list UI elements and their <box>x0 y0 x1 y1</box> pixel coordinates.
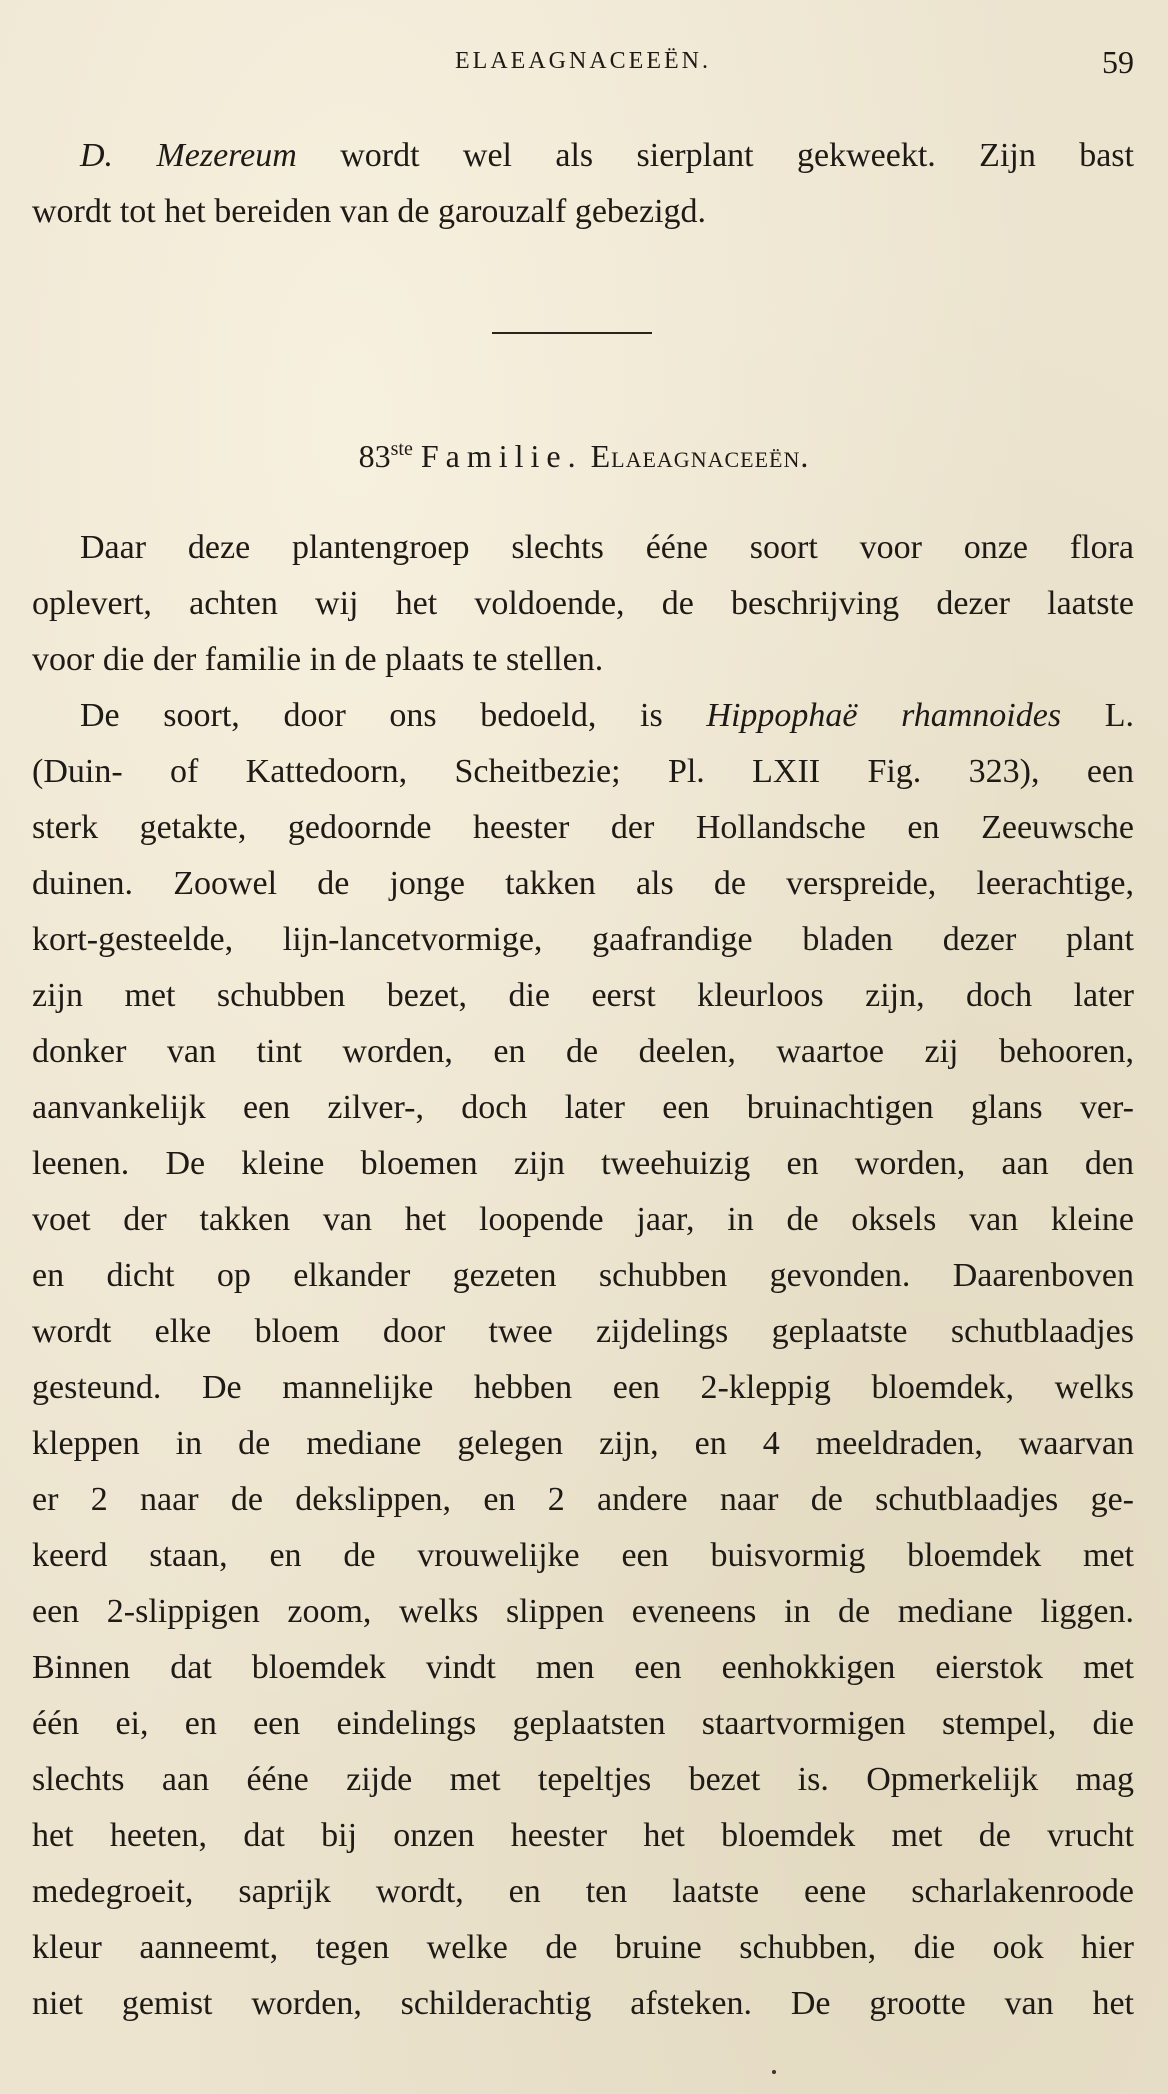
text-run: één ei, en een eindelings geplaatsten staartvormigen stempel, die <box>32 1705 1134 1742</box>
text-line <box>32 856 1134 912</box>
text-line <box>32 128 1134 184</box>
text-run: L. <box>1061 697 1134 734</box>
text-run: (Duin- of Kattedoorn, Scheitbezie; Pl. LXII Fig. 323), een <box>32 753 1134 790</box>
species-name: Hippophaë rhamnoides <box>706 697 1062 734</box>
text-line <box>32 1472 1134 1528</box>
family-heading <box>0 438 1168 475</box>
text-line <box>32 1248 1134 1304</box>
text-run: voet der takken van het loopende jaar, in de oksels van kleine <box>32 1201 1134 1238</box>
running-head <box>32 44 1134 84</box>
species-name: D. Mezereum <box>80 137 297 174</box>
paragraph-daphne-mezereum <box>32 128 1134 240</box>
family-ordinal-suffix: ste <box>390 438 413 460</box>
text-line <box>32 1304 1134 1360</box>
text-line <box>32 1584 1134 1640</box>
text-run: kleppen in de mediane gelegen zijn, en 4 meeldraden, waarvan <box>32 1425 1134 1462</box>
family-description <box>32 520 1134 2032</box>
text-run: medegroeit, saprijk wordt, en ten laatste eene scharlakenroode <box>32 1873 1134 1910</box>
text-run: duinen. Zoowel de jonge takken als de verspreide, leerachtige, <box>32 865 1134 902</box>
text-line <box>32 1976 1134 2032</box>
text-run: zijn met schubben bezet, die eerst kleurloos zijn, doch later <box>32 977 1134 1014</box>
text-line <box>32 800 1134 856</box>
text-line <box>32 1080 1134 1136</box>
print-speck <box>772 2070 776 2074</box>
text-run: donker van tint worden, en de deelen, waartoe zij behooren, <box>32 1033 1134 1070</box>
text-run: keerd staan, en de vrouwelijke een buisvormig bloemdek met <box>32 1537 1134 1574</box>
text-line <box>32 576 1134 632</box>
text-run: De soort, door ons bedoeld, is <box>80 697 707 734</box>
text-run: sterk getakte, gedoornde heester der Hollandsche en Zeeuwsche <box>32 809 1134 846</box>
text-line <box>32 520 1134 576</box>
text-run: niet gemist worden, schilderachtig afsteken. De grootte van het <box>32 1985 1134 2022</box>
family-name: Elaeagnaceeën. <box>590 438 810 474</box>
text-run: oplevert, achten wij het voldoende, de beschrijving dezer laatste <box>32 585 1134 622</box>
family-word: Familie. <box>420 438 583 474</box>
text-line <box>32 1864 1134 1920</box>
text-run: aanvankelijk een zilver-, doch later een bruinachtigen glans ver- <box>32 1089 1134 1126</box>
section-divider <box>492 332 652 334</box>
text-run: wordt tot het bereiden van de garouzalf gebezigd. <box>32 193 707 230</box>
text-line <box>32 1808 1134 1864</box>
text-line <box>32 1752 1134 1808</box>
text-line <box>32 184 1134 240</box>
text-run: kort-gesteelde, lijn-lancetvormige, gaafrandige bladen dezer plant <box>32 921 1134 958</box>
text-run: wordt wel als sierplant gekweekt. Zijn bast <box>296 137 1134 174</box>
running-title: ELAEAGNACEEËN. <box>455 48 711 74</box>
text-line <box>32 1360 1134 1416</box>
text-line <box>32 1136 1134 1192</box>
text-run: Daar deze plantengroep slechts ééne soort voor onze flora <box>80 529 1134 566</box>
text-line <box>32 1920 1134 1976</box>
text-line <box>32 632 1134 688</box>
text-run: leenen. De kleine bloemen zijn tweehuizig en worden, aan den <box>32 1145 1134 1182</box>
text-run: een 2-slippigen zoom, welks slippen eveneens in de mediane liggen. <box>32 1593 1134 1630</box>
text-run: wordt elke bloem door twee zijdelings geplaatste schutblaadjes <box>32 1313 1134 1350</box>
text-run: er 2 naar de dekslippen, en 2 andere naar de schutblaadjes ge- <box>32 1481 1134 1518</box>
text-line <box>32 912 1134 968</box>
text-run: en dicht op elkander gezeten schubben gevonden. Daarenboven <box>32 1257 1134 1294</box>
text-line <box>32 1416 1134 1472</box>
text-line <box>32 968 1134 1024</box>
text-run: slechts aan ééne zijde met tepeltjes bezet is. Opmerkelijk mag <box>32 1761 1134 1798</box>
page-number: 59 <box>1102 44 1134 80</box>
text-line <box>32 1528 1134 1584</box>
text-run: het heeten, dat bij onzen heester het bloemdek met de vrucht <box>32 1817 1134 1854</box>
text-line <box>32 1696 1134 1752</box>
text-run: gesteund. De mannelijke hebben een 2-kleppig bloemdek, welks <box>32 1369 1134 1406</box>
text-line <box>32 1192 1134 1248</box>
text-run: Binnen dat bloemdek vindt men een eenhokkigen eierstok met <box>32 1649 1134 1686</box>
text-line <box>32 688 1134 744</box>
text-run: voor die der familie in de plaats te stellen. <box>32 641 604 678</box>
text-line <box>32 1640 1134 1696</box>
text-line <box>32 1024 1134 1080</box>
text-line <box>32 744 1134 800</box>
text-run: kleur aanneemt, tegen welke de bruine schubben, die ook hier <box>32 1929 1134 1966</box>
family-number: 83 <box>358 438 391 474</box>
